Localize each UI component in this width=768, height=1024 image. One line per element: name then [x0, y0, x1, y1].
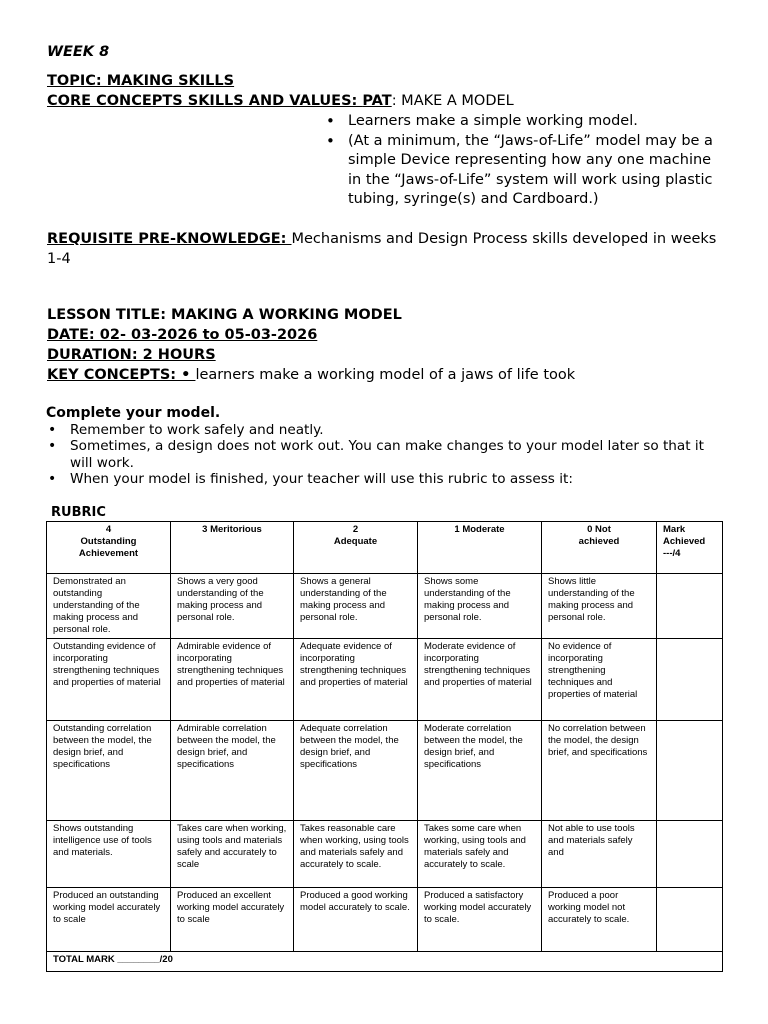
rubric-row [47, 721, 723, 821]
core-concepts-label: CORE CONCEPTS SKILLS AND VALUES: [47, 93, 363, 109]
rubric-cell: Shows a general understanding of the making process and personal role. [294, 574, 418, 639]
complete-model-list [47, 422, 717, 487]
rubric-cell: Admirable evidence of incorporating strengthening techniques and properties of material [171, 639, 294, 721]
lesson-title: LESSON TITLE: MAKING A WORKING MODEL [47, 307, 402, 323]
lesson-date: DATE: 02- 03-2026 to 05-03-2026 [47, 327, 318, 343]
rubric-mark-cell[interactable] [657, 574, 723, 639]
key-concepts-line [47, 367, 575, 383]
rubric-cell: No evidence of incorporating strengthening techniques and properties of material [542, 639, 657, 721]
rubric-header-cell: 1 Moderate [418, 522, 542, 574]
rubric-header-cell: 3 Meritorious [171, 522, 294, 574]
rubric-heading: RUBRIC [51, 505, 106, 520]
rubric-cell: Outstanding correlation between the model, the design brief, and specifications [47, 721, 171, 821]
rubric-cell: Demonstrated an outstanding understanding of the making process and personal role. [47, 574, 171, 639]
rubric-mark-cell[interactable] [657, 721, 723, 821]
rubric-cell: Adequate evidence of incorporating strengthening techniques and properties of material [294, 639, 418, 721]
prerequisite-text: Mechanisms and Design Process skills developed in weeks 1-4 [47, 231, 717, 267]
rubric-cell: Moderate correlation between the model, the design brief, and specifications [418, 721, 542, 821]
rubric-cell: Not able to use tools and materials safely and [542, 821, 657, 888]
rubric-cell: Admirable correlation between the model, the design brief, and specifications [171, 721, 294, 821]
rubric-mark-cell[interactable] [657, 821, 723, 888]
rubric-cell: Takes reasonable care when working, using tools and materials safely and accurately to scale. [294, 821, 418, 888]
rubric-header-cell: 4 Outstanding Achievement [47, 522, 171, 574]
prerequisite-paragraph [47, 229, 727, 269]
core-concepts-line [47, 93, 514, 109]
rubric-cell: Produced a poor working model not accurately to scale. [542, 888, 657, 952]
core-bullet-list [322, 112, 722, 210]
rubric-row [47, 574, 723, 639]
rubric-mark-cell[interactable] [657, 639, 723, 721]
instruction-item: • Sometimes, a design does not work out. You can make changes to your model later so that it will work. [47, 438, 717, 471]
rubric-row [47, 821, 723, 888]
week-label: WEEK 8 [47, 44, 110, 60]
rubric-cell: Shows little understanding of the making process and personal role. [542, 574, 657, 639]
rubric-cell: Takes some care when working, using tools and materials safely and accurately to scale. [418, 821, 542, 888]
key-concepts-label: KEY CONCEPTS: • [47, 367, 196, 383]
rubric-total-row [47, 952, 723, 972]
core-bullet-item: • (At a minimum, the “Jaws-of-Life” model may be a simple Device representing how any one machine in the “Jaws-of-Life” system will work using plastic tubing, syringe(s) and Cardboard.) [322, 132, 722, 210]
rubric-header-row [47, 522, 723, 574]
rubric-header-cell: Mark Achieved ---/4 [657, 522, 723, 574]
rubric-cell: Produced an outstanding working model accurately to scale [47, 888, 171, 952]
complete-model-heading: Complete your model. [46, 405, 221, 421]
core-bullet-item: • Learners make a simple working model. [322, 112, 722, 132]
topic-heading: TOPIC: MAKING SKILLS [47, 73, 235, 89]
rubric-cell: No correlation between the model, the design brief, and specifications [542, 721, 657, 821]
instruction-item: • When your model is finished, your teacher will use this rubric to assess it: [47, 471, 717, 487]
rubric-header-cell: 0 Not achieved [542, 522, 657, 574]
total-mark[interactable]: TOTAL MARK ________/20 [47, 952, 723, 972]
rubric-cell: Produced a satisfactory working model accurately to scale. [418, 888, 542, 952]
key-concepts-text: learners make a working model of a jaws of life took [195, 367, 576, 383]
core-pat-label: PAT [362, 93, 392, 109]
rubric-cell: Produced a good working model accurately to scale. [294, 888, 418, 952]
rubric-cell: Produced an excellent working model accurately to scale [171, 888, 294, 952]
lesson-duration: DURATION: 2 HOURS [47, 347, 216, 363]
rubric-row [47, 888, 723, 952]
rubric-cell: Shows some understanding of the making process and personal role. [418, 574, 542, 639]
prerequisite-label: REQUISITE PRE-KNOWLEDGE: [47, 231, 292, 247]
rubric-cell: Outstanding evidence of incorporating strengthening techniques and properties of material [47, 639, 171, 721]
core-concepts-value: : MAKE A MODEL [391, 93, 514, 109]
rubric-cell: Adequate correlation between the model, the design brief, and specifications [294, 721, 418, 821]
rubric-cell: Moderate evidence of incorporating strengthening techniques and properties of material [418, 639, 542, 721]
rubric-cell: Shows outstanding intelligence use of tools and materials. [47, 821, 171, 888]
instruction-item: • Remember to work safely and neatly. [47, 422, 717, 438]
rubric-mark-cell[interactable] [657, 888, 723, 952]
rubric-cell: Takes care when working, using tools and materials safely and accurately to scale [171, 821, 294, 888]
rubric-row [47, 639, 723, 721]
rubric-cell: Shows a very good understanding of the making process and personal role. [171, 574, 294, 639]
rubric-table [46, 521, 723, 972]
rubric-header-cell: 2 Adequate [294, 522, 418, 574]
